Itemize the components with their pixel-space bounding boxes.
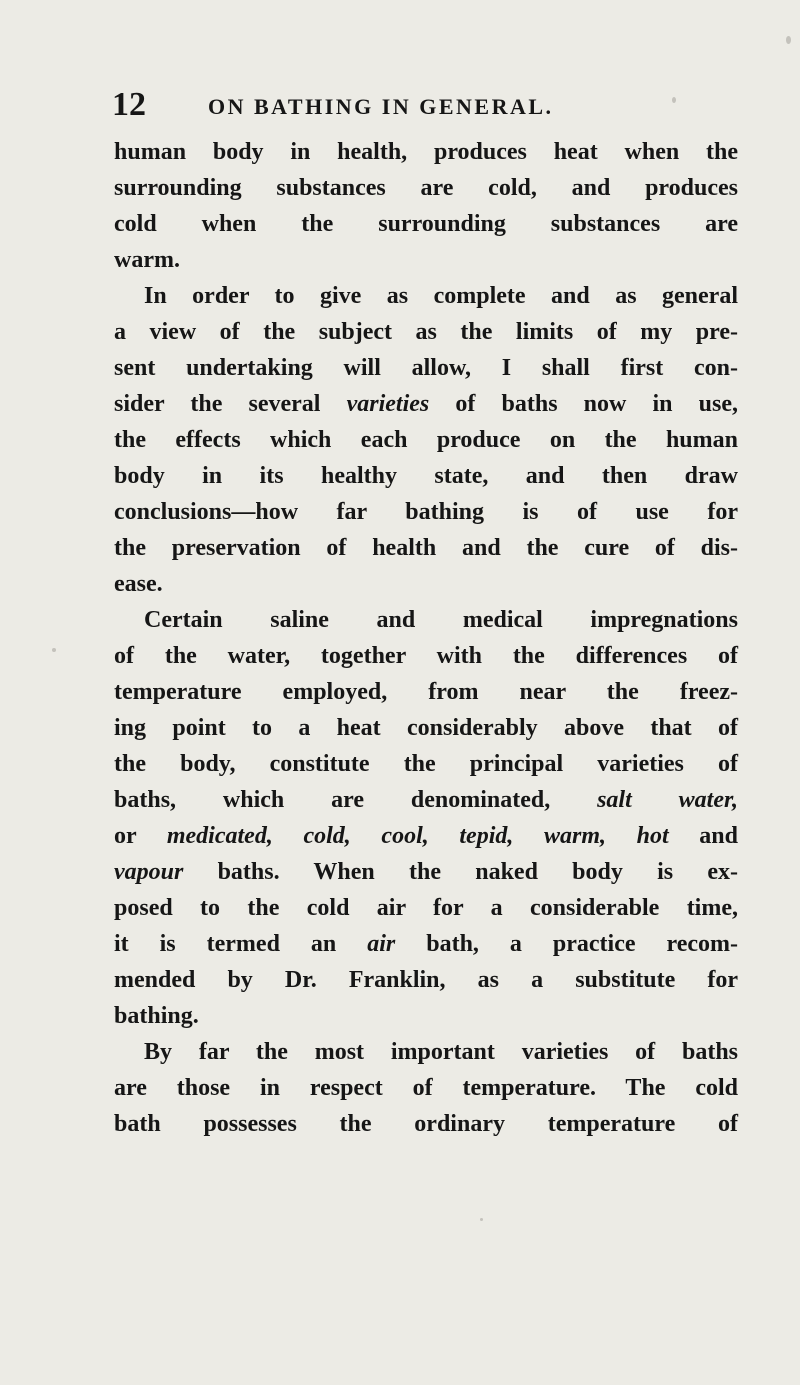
print-speck [786,36,791,44]
italic-term: salt water, [597,787,738,813]
italic-term: air [367,931,396,957]
text-line: the body, constitute the principal varieties of [114,751,738,777]
text-line: baths, which are denominated, salt water, [114,787,738,813]
text-line: the preservation of health and the cure of dis- [114,535,738,561]
text-line: temperature employed, from near the freez- [114,679,738,705]
text-line: sider the several varieties of baths now in use, [114,391,738,417]
text-line: the effects which each produce on the human [114,427,738,453]
italic-term: vapour [114,859,184,885]
text-line: are those in respect of temperature. The cold [114,1075,738,1101]
paragraph-first-line: In order to give as complete and as general [144,283,738,309]
text-line: mended by Dr. Franklin, as a substitute for [114,967,738,993]
page-header [0,88,800,122]
text-line: body in its healthy state, and then draw [114,463,738,489]
text-line: it is termed an air bath, a practice recom- [114,931,738,957]
text-line: a view of the subject as the limits of my pre- [114,319,738,345]
print-speck [672,97,676,103]
page-number: 12 [112,86,146,123]
text-line: human body in health, produces heat when the [114,139,738,165]
print-speck [52,648,56,652]
print-speck [480,1218,483,1221]
running-title: ON BATHING IN GENERAL. [208,94,554,119]
text-line: ease. [114,571,163,597]
italic-term: varieties [346,391,430,417]
paragraph-first-line: By far the most important varieties of baths [144,1039,738,1065]
italic-term: medicated, cold, cool, tepid, warm, hot [166,823,669,849]
text-line: surrounding substances are cold, and produces [114,175,738,201]
paragraph-first-line: Certain saline and medical impregnations [144,607,738,633]
text-line: bathing. [114,1003,199,1029]
text-line: cold when the surrounding substances are [114,211,738,237]
text-line: ing point to a heat considerably above that of [114,715,738,741]
text-line: bath possesses the ordinary temperature of [114,1111,738,1137]
text-line: of the water, together with the differences of [114,643,738,669]
text-line: warm. [114,247,180,273]
text-line: sent undertaking will allow, I shall first con- [114,355,738,381]
text-line: or medicated, cold, cool, tepid, warm, hot and [114,823,739,849]
text-line: vapour baths. When the naked body is ex- [114,859,738,885]
body-text [114,134,738,1142]
text-line: posed to the cold air for a considerable time, [114,895,738,921]
text-line: conclusions—how far bathing is of use for [114,499,738,525]
